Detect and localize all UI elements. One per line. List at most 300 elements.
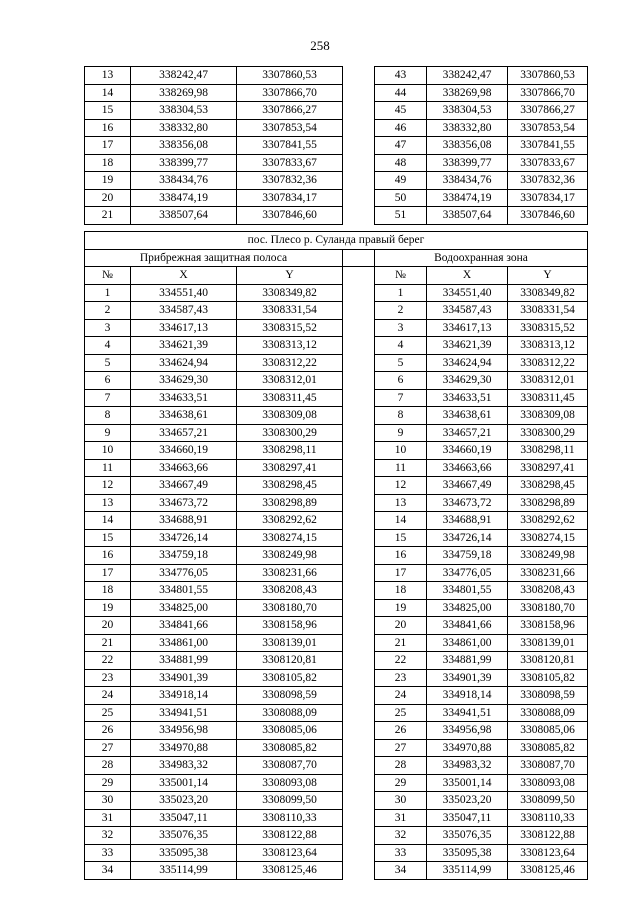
right-y-value: 3308331,54 [508,302,588,320]
right-point-number: 24 [375,687,427,705]
right-y-value: 3308297,41 [508,459,588,477]
left-point-number: 18 [85,582,131,600]
right-y-value: 3308105,82 [508,669,588,687]
left-point-number: 20 [85,189,131,207]
left-point-number: 31 [85,809,131,827]
right-y-value: 3308309,08 [508,407,588,425]
table-row [85,189,588,207]
right-x-value: 338399,77 [427,154,508,172]
left-y-value: 3308180,70 [237,599,343,617]
right-point-number: 48 [375,154,427,172]
left-point-number: 10 [85,442,131,460]
right-point-number: 9 [375,424,427,442]
left-y-value: 3308274,15 [237,529,343,547]
right-y-value: 3308088,09 [508,704,588,722]
left-point-number: 12 [85,477,131,495]
right-point-number: 49 [375,172,427,190]
table-row [85,862,588,880]
left-y-value: 3308249,98 [237,547,343,565]
right-x-value: 334970,88 [427,739,508,757]
right-x-value: 334621,39 [427,337,508,355]
right-y-value: 3308315,52 [508,319,588,337]
left-y-value: 3308298,45 [237,477,343,495]
left-x-value: 334918,14 [131,687,237,705]
right-x-value: 334861,00 [427,634,508,652]
right-x-value: 334617,13 [427,319,508,337]
right-y-value: 3308120,81 [508,652,588,670]
left-point-number: 13 [85,67,131,85]
right-y-value: 3308249,98 [508,547,588,565]
right-y-value: 3308298,11 [508,442,588,460]
gap-cell [343,652,375,670]
coordinates-table-section [84,231,588,880]
gap-cell [343,634,375,652]
table-row [85,84,588,102]
left-x-value: 334621,39 [131,337,237,355]
left-point-number: 27 [85,739,131,757]
table-row [85,529,588,547]
left-point-number: 16 [85,119,131,137]
right-point-number: 26 [375,722,427,740]
gap-cell [343,442,375,460]
right-x-value: 338507,64 [427,207,508,225]
right-x-value: 334673,72 [427,494,508,512]
left-x-value: 334861,00 [131,634,237,652]
right-point-number: 7 [375,389,427,407]
table-row [85,809,588,827]
left-point-number: 30 [85,792,131,810]
right-point-number: 1 [375,284,427,302]
gap-cell [343,704,375,722]
gap-cell [343,477,375,495]
left-point-number: 32 [85,827,131,845]
table-row [85,372,588,390]
left-x-value: 334726,14 [131,529,237,547]
right-point-number: 22 [375,652,427,670]
table-row [85,207,588,225]
left-x-value: 334759,18 [131,547,237,565]
table-row [85,617,588,635]
left-point-number: 21 [85,207,131,225]
table-row [85,652,588,670]
right-point-number: 15 [375,529,427,547]
left-y-value: 3308093,08 [237,774,343,792]
coordinates-table-continued [84,66,588,225]
right-y-value: 3308349,82 [508,284,588,302]
right-point-number: 14 [375,512,427,530]
table-row [85,459,588,477]
left-x-value: 338332,80 [131,119,237,137]
right-x-value: 338242,47 [427,67,508,85]
table-row [85,774,588,792]
right-x-value: 334688,91 [427,512,508,530]
left-x-value: 334841,66 [131,617,237,635]
right-y-value: 3307834,17 [508,189,588,207]
table-row [85,302,588,320]
right-y-value: 3307833,67 [508,154,588,172]
right-y-value: 3308312,01 [508,372,588,390]
right-x-value: 338332,80 [427,119,508,137]
left-y-value: 3308312,01 [237,372,343,390]
gap-cell [343,564,375,582]
left-x-value: 334941,51 [131,704,237,722]
right-point-number: 3 [375,319,427,337]
gap-cell [343,207,375,225]
table-row [85,844,588,862]
right-y-value: 3308208,43 [508,582,588,600]
left-y-value: 3308292,62 [237,512,343,530]
gap-cell [343,529,375,547]
gap-cell [343,189,375,207]
table-row [85,599,588,617]
section-title-row [85,232,588,250]
section-title: пос. Плесо р. Суланда правый берег [85,232,588,250]
left-header-num: № [85,267,131,285]
left-point-number: 22 [85,652,131,670]
table-row [85,424,588,442]
right-point-number: 50 [375,189,427,207]
left-y-value: 3308105,82 [237,669,343,687]
gap-cell [343,84,375,102]
table-row [85,687,588,705]
gap-cell [343,337,375,355]
left-x-value: 334660,19 [131,442,237,460]
left-point-number: 16 [85,547,131,565]
left-y-value: 3308312,22 [237,354,343,372]
left-point-number: 21 [85,634,131,652]
left-y-value: 3308110,33 [237,809,343,827]
gap-cell [343,844,375,862]
left-x-value: 334629,30 [131,372,237,390]
gap-cell [343,249,375,267]
left-point-number: 33 [85,844,131,862]
left-x-value: 334901,39 [131,669,237,687]
table-row [85,284,588,302]
left-y-value: 3308208,43 [237,582,343,600]
left-x-value: 338269,98 [131,84,237,102]
left-point-number: 11 [85,459,131,477]
left-point-number: 24 [85,687,131,705]
right-point-number: 10 [375,442,427,460]
table-row [85,757,588,775]
right-x-value: 334551,40 [427,284,508,302]
table-row [85,119,588,137]
right-x-value: 334624,94 [427,354,508,372]
gap-cell [343,319,375,337]
right-x-value: 334956,98 [427,722,508,740]
gap-cell [343,687,375,705]
left-point-number: 23 [85,669,131,687]
left-x-value: 335095,38 [131,844,237,862]
right-point-number: 51 [375,207,427,225]
right-y-value: 3308312,22 [508,354,588,372]
left-x-value: 334776,05 [131,564,237,582]
gap-cell [343,774,375,792]
right-x-value: 334633,51 [427,389,508,407]
left-y-value: 3308231,66 [237,564,343,582]
table-row [85,564,588,582]
left-point-number: 7 [85,389,131,407]
right-y-value: 3308158,96 [508,617,588,635]
left-x-value: 334970,88 [131,739,237,757]
table-row [85,634,588,652]
left-point-number: 8 [85,407,131,425]
table-row [85,389,588,407]
left-y-value: 3307841,55 [237,137,343,155]
left-y-value: 3308309,08 [237,407,343,425]
right-y-value: 3308125,46 [508,862,588,880]
gap-cell [343,739,375,757]
right-y-value: 3308122,88 [508,827,588,845]
right-subsection-title: Водоохранная зона [375,249,588,267]
left-y-value: 3307866,27 [237,102,343,120]
table-row [85,137,588,155]
left-y-value: 3308120,81 [237,652,343,670]
right-header-num: № [375,267,427,285]
left-x-value: 334657,21 [131,424,237,442]
table-row [85,319,588,337]
left-x-value: 335023,20 [131,792,237,810]
table-row [85,442,588,460]
left-point-number: 1 [85,284,131,302]
left-header-y: Y [237,267,343,285]
right-point-number: 16 [375,547,427,565]
left-subsection-title: Прибрежная защитная полоса [85,249,343,267]
left-point-number: 17 [85,137,131,155]
right-y-value: 3308311,45 [508,389,588,407]
right-x-value: 335047,11 [427,809,508,827]
left-x-value: 334638,61 [131,407,237,425]
gap-cell [343,137,375,155]
gap-cell [343,302,375,320]
left-y-value: 3307832,36 [237,172,343,190]
right-x-value: 335023,20 [427,792,508,810]
left-y-value: 3307833,67 [237,154,343,172]
right-point-number: 47 [375,137,427,155]
right-y-value: 3307846,60 [508,207,588,225]
right-x-value: 334629,30 [427,372,508,390]
left-point-number: 6 [85,372,131,390]
right-y-value: 3308087,70 [508,757,588,775]
right-x-value: 334638,61 [427,407,508,425]
gap-cell [343,494,375,512]
left-point-number: 14 [85,84,131,102]
right-x-value: 334941,51 [427,704,508,722]
right-point-number: 46 [375,119,427,137]
right-y-value: 3308180,70 [508,599,588,617]
subsection-title-row [85,249,588,267]
table-row [85,827,588,845]
left-y-value: 3308098,59 [237,687,343,705]
left-x-value: 334983,32 [131,757,237,775]
table-row [85,407,588,425]
right-x-value: 334983,32 [427,757,508,775]
right-point-number: 45 [375,102,427,120]
left-y-value: 3308123,64 [237,844,343,862]
left-x-value: 338474,19 [131,189,237,207]
left-point-number: 5 [85,354,131,372]
right-x-value: 334901,39 [427,669,508,687]
table-row [85,582,588,600]
left-y-value: 3308139,01 [237,634,343,652]
gap-cell [343,372,375,390]
right-y-value: 3308300,29 [508,424,588,442]
right-y-value: 3308231,66 [508,564,588,582]
left-y-value: 3308297,41 [237,459,343,477]
left-y-value: 3308298,11 [237,442,343,460]
right-y-value: 3307853,54 [508,119,588,137]
right-header-y: Y [508,267,588,285]
gap-cell [343,512,375,530]
left-point-number: 29 [85,774,131,792]
right-x-value: 338356,08 [427,137,508,155]
right-y-value: 3308298,89 [508,494,588,512]
gap-cell [343,102,375,120]
gap-cell [343,284,375,302]
right-point-number: 31 [375,809,427,827]
right-y-value: 3308099,50 [508,792,588,810]
left-point-number: 15 [85,102,131,120]
header-row [85,267,588,285]
table-row [85,722,588,740]
left-x-value: 334617,13 [131,319,237,337]
left-x-value: 334551,40 [131,284,237,302]
left-point-number: 15 [85,529,131,547]
left-y-value: 3307860,53 [237,67,343,85]
table-row [85,102,588,120]
table-row [85,172,588,190]
left-point-number: 28 [85,757,131,775]
left-point-number: 26 [85,722,131,740]
left-y-value: 3308125,46 [237,862,343,880]
gap-cell [343,154,375,172]
right-y-value: 3307832,36 [508,172,588,190]
left-y-value: 3307834,17 [237,189,343,207]
right-y-value: 3308313,12 [508,337,588,355]
left-y-value: 3308311,45 [237,389,343,407]
left-x-value: 334667,49 [131,477,237,495]
left-x-value: 334688,91 [131,512,237,530]
gap-cell [343,599,375,617]
left-y-value: 3308158,96 [237,617,343,635]
gap-cell [343,582,375,600]
left-x-value: 338399,77 [131,154,237,172]
left-point-number: 3 [85,319,131,337]
table-row [85,704,588,722]
left-y-value: 3308085,06 [237,722,343,740]
left-x-value: 335076,35 [131,827,237,845]
left-point-number: 18 [85,154,131,172]
left-x-value: 338304,53 [131,102,237,120]
left-point-number: 14 [85,512,131,530]
left-point-number: 17 [85,564,131,582]
left-point-number: 19 [85,172,131,190]
left-x-value: 334673,72 [131,494,237,512]
right-y-value: 3307841,55 [508,137,588,155]
table-row [85,337,588,355]
left-y-value: 3307866,70 [237,84,343,102]
right-point-number: 5 [375,354,427,372]
gap-cell [343,172,375,190]
gap-cell [343,267,375,285]
right-y-value: 3307866,70 [508,84,588,102]
left-y-value: 3307846,60 [237,207,343,225]
left-point-number: 20 [85,617,131,635]
left-x-value: 334825,00 [131,599,237,617]
right-y-value: 3308110,33 [508,809,588,827]
right-y-value: 3308292,62 [508,512,588,530]
right-x-value: 338269,98 [427,84,508,102]
right-y-value: 3307866,27 [508,102,588,120]
table-row [85,669,588,687]
right-x-value: 334841,66 [427,617,508,635]
left-y-value: 3308331,54 [237,302,343,320]
right-header-x: X [427,267,508,285]
left-y-value: 3308088,09 [237,704,343,722]
gap-cell [343,389,375,407]
right-point-number: 30 [375,792,427,810]
left-y-value: 3308298,89 [237,494,343,512]
right-point-number: 33 [375,844,427,862]
right-point-number: 27 [375,739,427,757]
left-x-value: 335047,11 [131,809,237,827]
right-x-value: 335095,38 [427,844,508,862]
left-point-number: 25 [85,704,131,722]
right-point-number: 44 [375,84,427,102]
left-y-value: 3308349,82 [237,284,343,302]
left-y-value: 3307853,54 [237,119,343,137]
left-x-value: 334801,55 [131,582,237,600]
right-point-number: 43 [375,67,427,85]
right-point-number: 28 [375,757,427,775]
right-point-number: 32 [375,827,427,845]
right-x-value: 334660,19 [427,442,508,460]
left-y-value: 3308087,70 [237,757,343,775]
table-row [85,154,588,172]
table-row [85,792,588,810]
left-point-number: 13 [85,494,131,512]
table-row [85,354,588,372]
right-y-value: 3307860,53 [508,67,588,85]
right-y-value: 3308098,59 [508,687,588,705]
right-point-number: 34 [375,862,427,880]
left-header-x: X [131,267,237,285]
gap-cell [343,354,375,372]
right-point-number: 12 [375,477,427,495]
gap-cell [343,827,375,845]
left-y-value: 3308300,29 [237,424,343,442]
left-point-number: 34 [85,862,131,880]
gap-cell [343,67,375,85]
right-point-number: 21 [375,634,427,652]
right-point-number: 2 [375,302,427,320]
right-x-value: 334801,55 [427,582,508,600]
right-x-value: 338434,76 [427,172,508,190]
left-point-number: 9 [85,424,131,442]
right-y-value: 3308093,08 [508,774,588,792]
gap-cell [343,757,375,775]
right-point-number: 18 [375,582,427,600]
right-x-value: 334663,66 [427,459,508,477]
gap-cell [343,119,375,137]
table-row [85,739,588,757]
left-x-value: 334881,99 [131,652,237,670]
right-y-value: 3308085,82 [508,739,588,757]
right-x-value: 334881,99 [427,652,508,670]
right-x-value: 338304,53 [427,102,508,120]
left-x-value: 334956,98 [131,722,237,740]
gap-cell [343,722,375,740]
